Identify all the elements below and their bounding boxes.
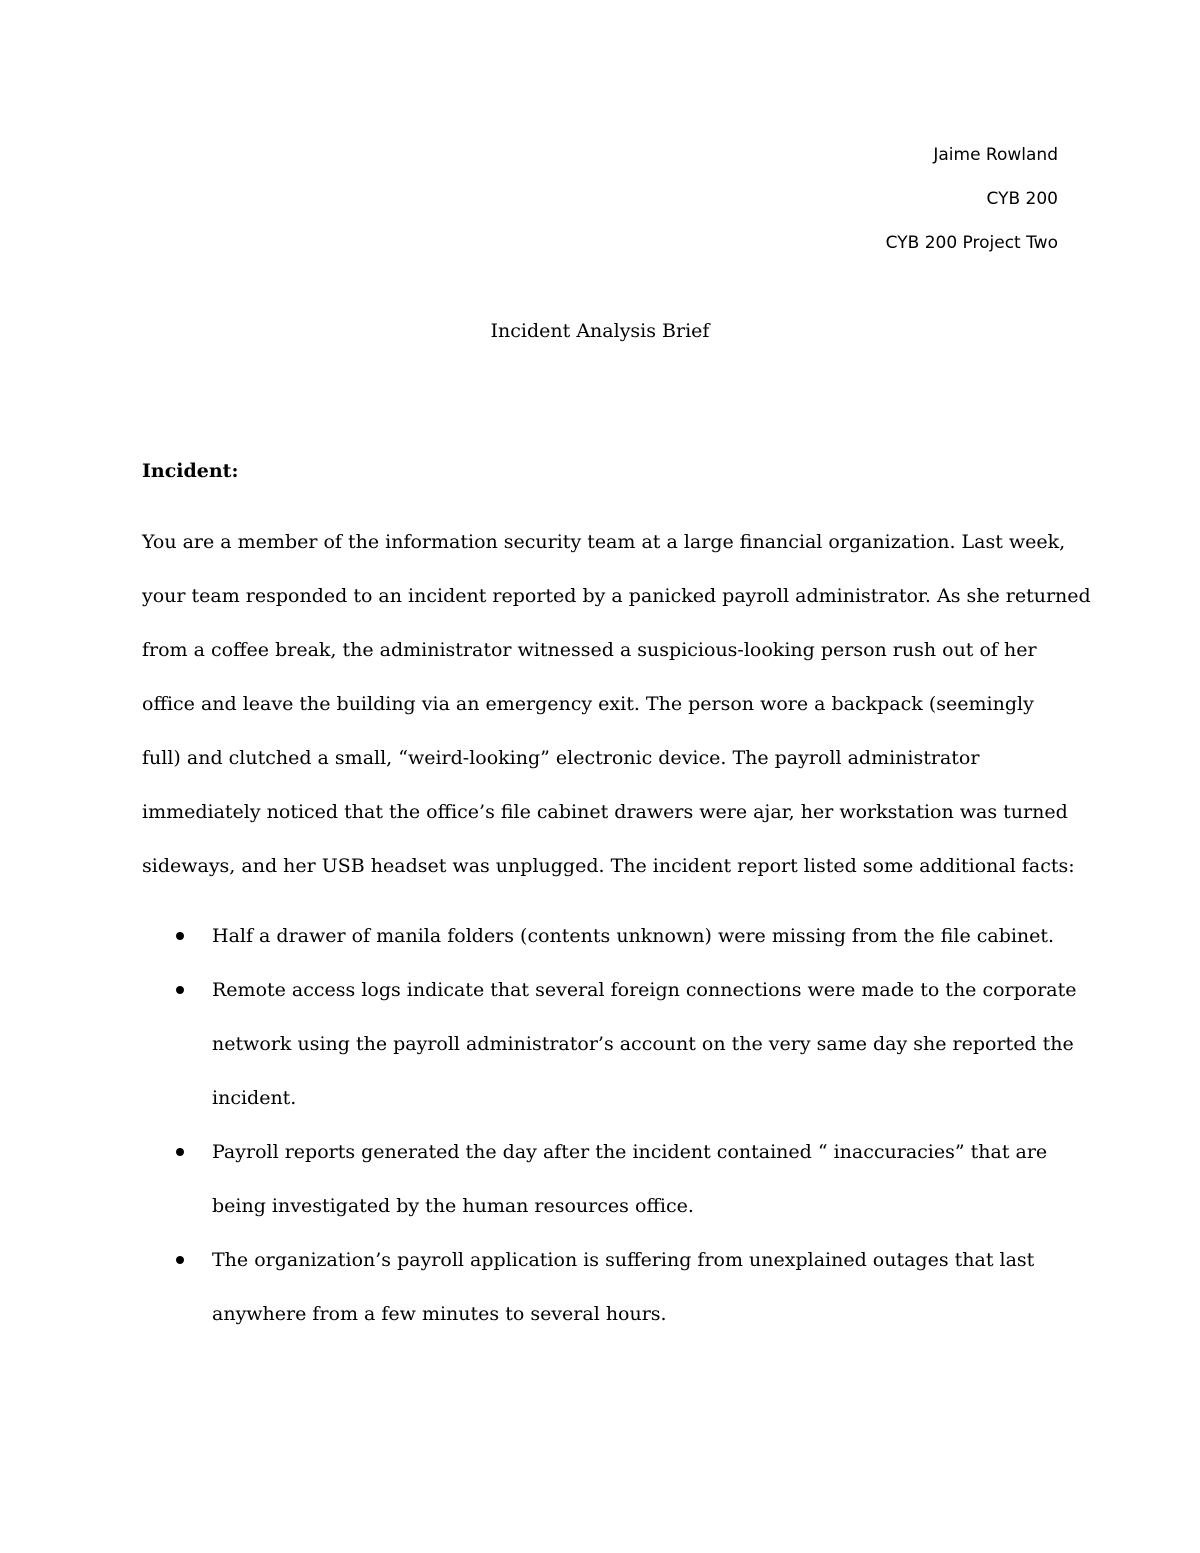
paragraph-line: full) and clutched a small, “weird-looking” electronic device. The payroll administrator xyxy=(142,747,980,769)
list-item-line: Half a drawer of manila folders (contents unknown) were missing from the file cabinet. xyxy=(212,925,1055,947)
paragraph-line: office and leave the building via an emergency exit. The person wore a backpack (seemingly xyxy=(142,693,1034,715)
paragraph-line: immediately noticed that the office’s file cabinet drawers were ajar, her workstation was turned xyxy=(142,801,1068,823)
list-item-line: Remote access logs indicate that several foreign connections were made to the corporate xyxy=(212,979,1077,1001)
facts-list xyxy=(142,921,1077,1353)
document-header xyxy=(886,140,1058,272)
paragraph-line: You are a member of the information security team at a large financial organization. Last week, xyxy=(142,531,1066,553)
incident-paragraph xyxy=(142,527,1091,905)
bullet-icon xyxy=(176,932,184,940)
document-title: Incident Analysis Brief xyxy=(490,320,710,342)
bullet-icon xyxy=(176,986,184,994)
list-item-line: Payroll reports generated the day after the incident contained “ inaccuracies” that are xyxy=(212,1141,1048,1163)
list-item xyxy=(142,975,1077,1137)
bullet-icon xyxy=(176,1148,184,1156)
list-item xyxy=(142,1137,1058,1245)
list-item xyxy=(142,1245,1058,1353)
assignment-name: CYB 200 Project Two xyxy=(885,233,1058,253)
list-item-line: The organization’s payroll application is suffering from unexplained outages that last xyxy=(212,1249,1035,1271)
paragraph-line: from a coffee break, the administrator witnessed a suspicious-looking person rush out of her xyxy=(142,639,1037,661)
bullet-icon xyxy=(176,1256,184,1264)
section-heading: Incident: xyxy=(142,460,239,482)
author-name: Jaime Rowland xyxy=(933,145,1058,165)
list-item xyxy=(142,921,1058,975)
list-item-line: anywhere from a few minutes to several hours. xyxy=(212,1303,667,1325)
list-item-line: incident. xyxy=(212,1087,297,1109)
list-item-line: being investigated by the human resources office. xyxy=(212,1195,694,1217)
paragraph-line: your team responded to an incident reported by a panicked payroll administrator. As she returned xyxy=(142,585,1091,607)
paragraph-line: sideways, and her USB headset was unplugged. The incident report listed some additional facts: xyxy=(142,855,1075,877)
list-item-line: network using the payroll administrator’s account on the very same day she reported the xyxy=(212,1033,1074,1055)
course-code: CYB 200 xyxy=(986,189,1058,209)
